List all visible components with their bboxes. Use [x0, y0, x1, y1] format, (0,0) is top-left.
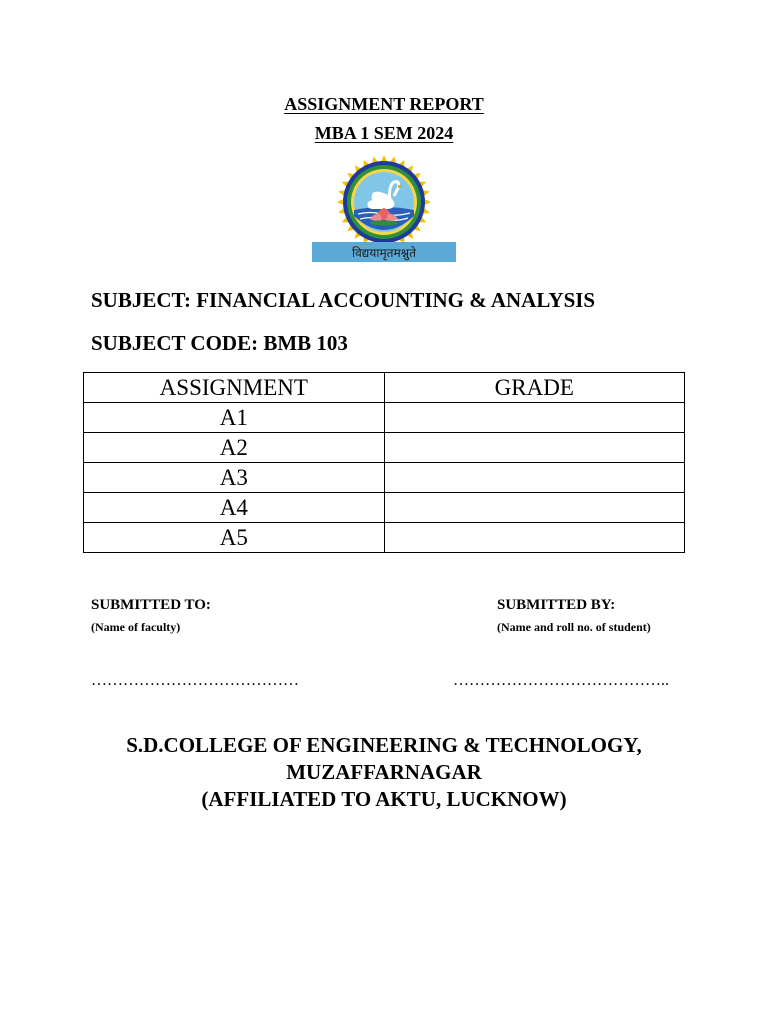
table-row — [84, 433, 685, 463]
assignment-cell: A5 — [84, 523, 385, 553]
subject-code: SUBJECT CODE: BMB 103 — [91, 331, 348, 355]
submitted-to-hint: (Name of faculty) — [91, 620, 181, 634]
report-title: ASSIGNMENT REPORT — [284, 94, 484, 114]
grade-column-header: GRADE — [384, 373, 684, 403]
college-city: MUZAFFARNAGAR — [286, 760, 482, 784]
table-row — [84, 523, 685, 553]
assignment-cell: A1 — [84, 403, 385, 433]
grade-cell — [384, 523, 684, 553]
faculty-signature-line: ………………………………… — [91, 672, 299, 689]
grade-cell — [384, 433, 684, 463]
assignment-cell: A3 — [84, 463, 385, 493]
grade-cell — [384, 493, 684, 523]
college-name: S.D.COLLEGE OF ENGINEERING & TECHNOLOGY, — [126, 733, 642, 757]
report-subtitle: MBA 1 SEM 2024 — [314, 123, 454, 143]
college-affiliation: (AFFILIATED TO AKTU, LUCKNOW) — [201, 787, 567, 811]
motto-text: विद्ययामृतमश्नुते — [352, 246, 416, 260]
emblem-seal-icon — [337, 155, 431, 249]
submitted-to-label: SUBMITTED TO: — [91, 597, 211, 613]
subject-name: SUBJECT: FINANCIAL ACCOUNTING & ANALYSIS — [91, 288, 596, 312]
table-row — [84, 403, 685, 433]
submitted-by-hint: (Name and roll no. of student) — [497, 620, 651, 634]
assignment-cell: A4 — [84, 493, 385, 523]
university-logo — [310, 152, 458, 264]
grades-table — [83, 372, 685, 553]
grade-cell — [384, 403, 684, 433]
submitted-by-label: SUBMITTED BY: — [497, 597, 616, 613]
table-row — [84, 493, 685, 523]
student-signature-line: ………………………………….. — [453, 672, 669, 689]
assignment-cell: A2 — [84, 433, 385, 463]
table-row — [84, 463, 685, 493]
grade-cell — [384, 463, 684, 493]
assignment-column-header: ASSIGNMENT — [84, 373, 385, 403]
table-header-row — [84, 373, 685, 403]
